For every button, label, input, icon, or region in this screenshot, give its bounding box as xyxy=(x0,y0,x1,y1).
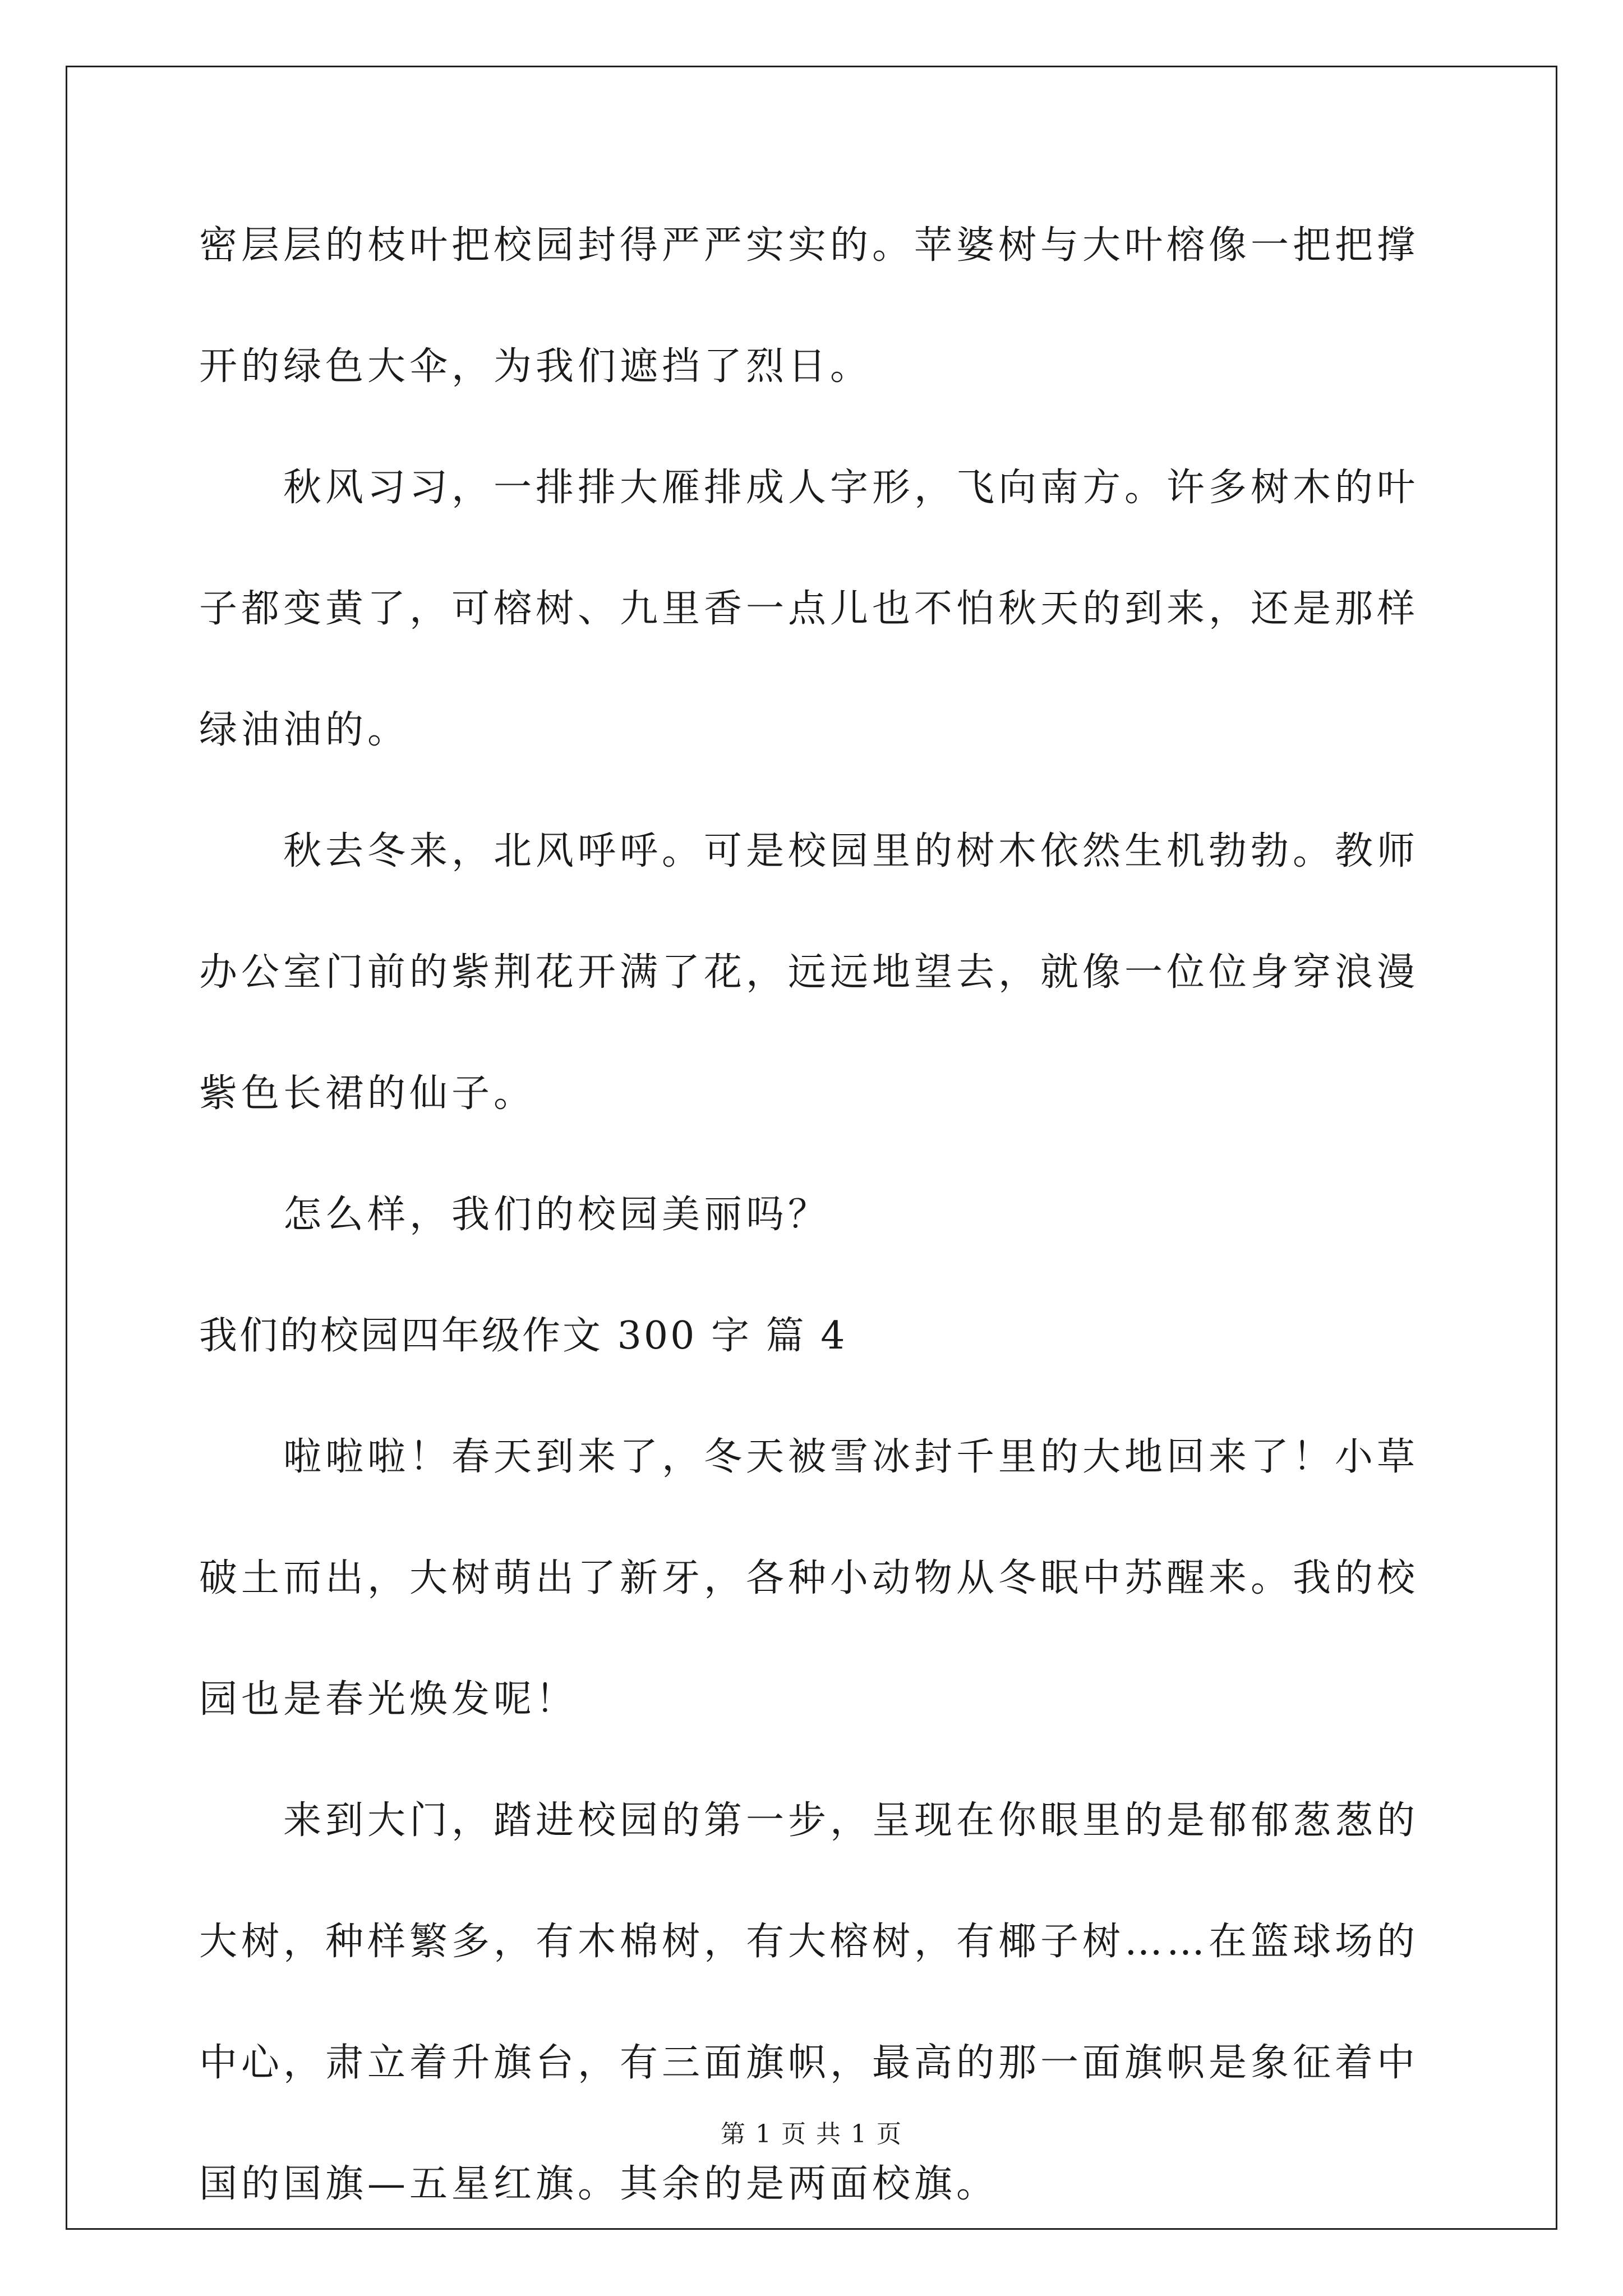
document-body xyxy=(199,185,1450,2245)
section-heading: 我们的校园四年级作文 300 字 篇 4 xyxy=(199,1314,847,1358)
page-footer: 第 1 页 共 1 页 xyxy=(721,2120,902,2148)
paragraph-4: 怎么样，我们的校园美丽吗？ xyxy=(283,1193,831,1237)
paragraph-1: 密层层的枝叶把校园封得严严实实的。苹婆树与大叶榕像一把把撑开的绿色大伞，为我们遮挡了烈日。 xyxy=(199,223,1419,389)
paragraph-3: 秋去冬来，北风呼呼。可是校园里的树木依然生机勃勃。教师办公室门前的紫荆花开满了花，远远地望去，就像一位位身穿浪漫紫色长裙的仙子。 xyxy=(199,829,1419,1116)
paragraph-5: 啦啦啦！春天到来了，冬天被雪冰封千里的大地回来了！小草破土而出，大树萌出了新牙，各种小动物从冬眠中苏醒来。我的校园也是春光焕发呢！ xyxy=(199,1435,1419,1722)
paragraph-6: 来到大门，踏进校园的第一步，呈现在你眼里的是郁郁葱葱的大树，种样繁多，有木棉树，有大榕树，有椰子树……在篮球场的中心，肃立着升旗台，有三面旗帜，最高的那一面旗帜是象征着中国的国旗—五星红旗。其余的是两面校旗。 xyxy=(199,1798,1419,2206)
paragraph-2: 秋风习习，一排排大雁排成人字形，飞向南方。许多树木的叶子都变黄了，可榕树、九里香一点儿也不怕秋天的到来，还是那样绿油油的。 xyxy=(199,466,1419,752)
